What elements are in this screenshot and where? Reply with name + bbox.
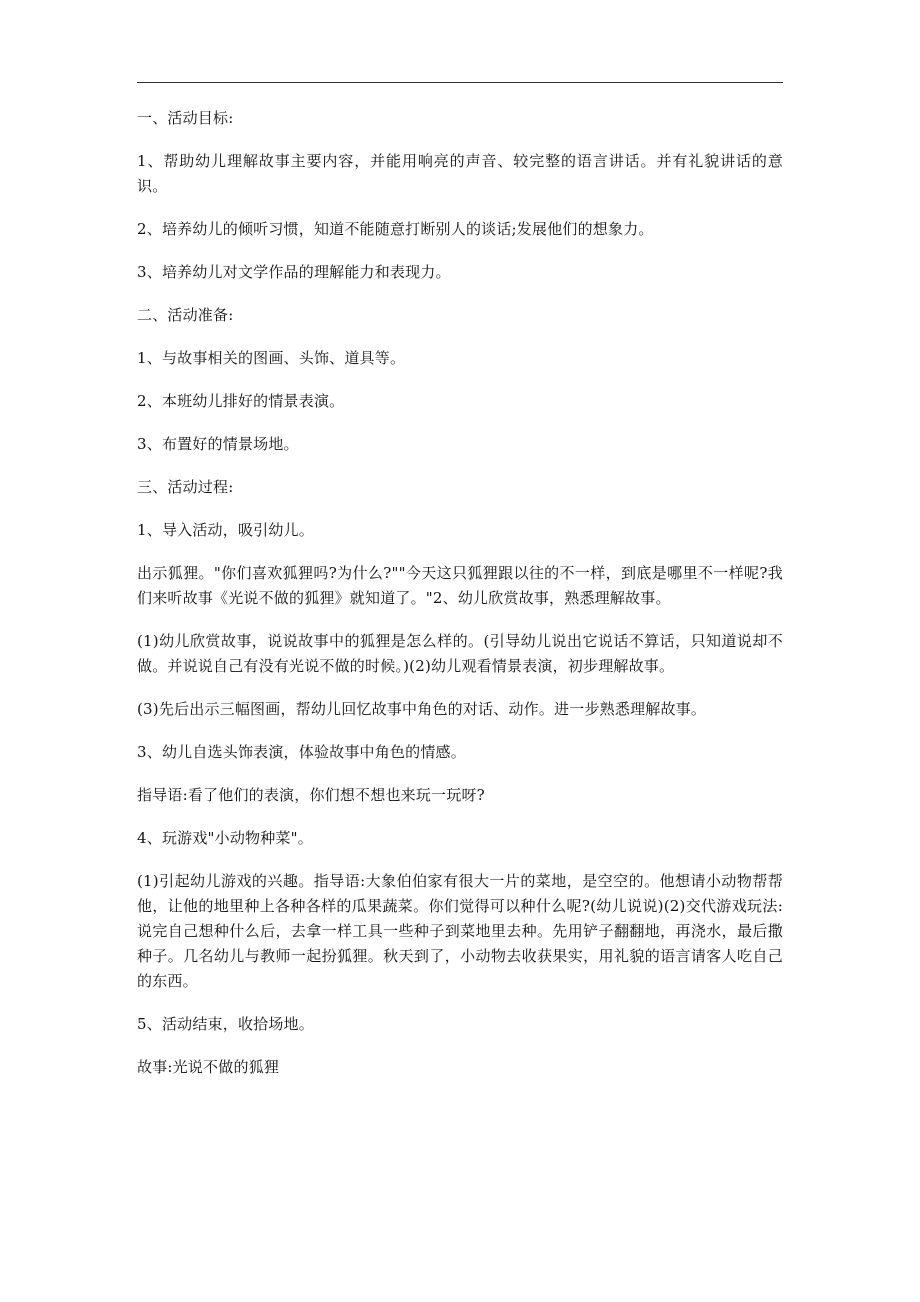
goal-item-2: 2、培养幼儿的倾听习惯，知道不能随意打断别人的谈话;发展他们的想象力。 [137,220,654,238]
process-step-3: 3、幼儿自选头饰表演，体验故事中角色的情感。 [137,743,466,761]
process-step-5: 5、活动结束，收拾场地。 [137,1015,314,1033]
story-title: 故事:光说不做的狐狸 [137,1058,280,1076]
document-body [137,106,783,1080]
section-heading-goals: 一、活动目标: [137,109,234,127]
process-substep-3: (3)先后出示三幅图画，帮幼儿回忆故事中角色的对话、动作。进一步熟悉理解故事。 [137,700,707,718]
process-step-1: 1、导入活动，吸引幼儿。 [137,521,314,539]
prep-item-1: 1、与故事相关的图画、头饰、道具等。 [137,349,406,367]
process-substep-1-2: (1)幼儿欣赏故事，说说故事中的狐狸是怎么样的。(引导幼儿说出它说话不算话，只知道说却不做。并说说自己有没有光说不做的时候。)(2)幼儿观看情景表演，初步理解故事。 [137,632,783,675]
goal-item-3: 3、培养幼儿对文学作品的理解能力和表现力。 [137,263,451,281]
goal-item-1: 1、帮助幼儿理解故事主要内容，并能用响亮的声音、较完整的语言讲话。并有礼貌讲话的意识。 [137,152,783,195]
game-description: (1)引起幼儿游戏的兴趣。指导语:大象伯伯家有很大一片的菜地，是空空的。他想请小动物帮帮他，让他的地里种上各种各样的瓜果蔬菜。你们觉得可以种什么呢?(幼儿说说)(2)交代游戏玩法:说完自己想种什么后，去拿一样工具一些种子到菜地里去种。先用铲子翻翻地，再浇水，最后撒种子。几名幼儿与教师一起扮狐狸。秋天到了，小动物去收获果实，用礼貌的语言请客人吃自己的东西。 [137,872,783,990]
guidance-text: 指导语:看了他们的表演，你们想不想也来玩一玩呀? [137,786,485,804]
process-step-4: 4、玩游戏"小动物种菜"。 [137,829,313,847]
header-rule [137,82,783,83]
process-intro-paragraph: 出示狐狸。"你们喜欢狐狸吗?为什么?""今天这只狐狸跟以往的不一样，到底是哪里不一样呢?我们来听故事《光说不做的狐狸》就知道了。"2、幼儿欣赏故事，熟悉理解故事。 [137,564,783,607]
prep-item-3: 3、布置好的情景场地。 [137,435,299,453]
prep-item-2: 2、本班幼儿排好的情景表演。 [137,392,345,410]
section-heading-preparation: 二、活动准备: [137,306,234,324]
section-heading-process: 三、活动过程: [137,478,234,496]
